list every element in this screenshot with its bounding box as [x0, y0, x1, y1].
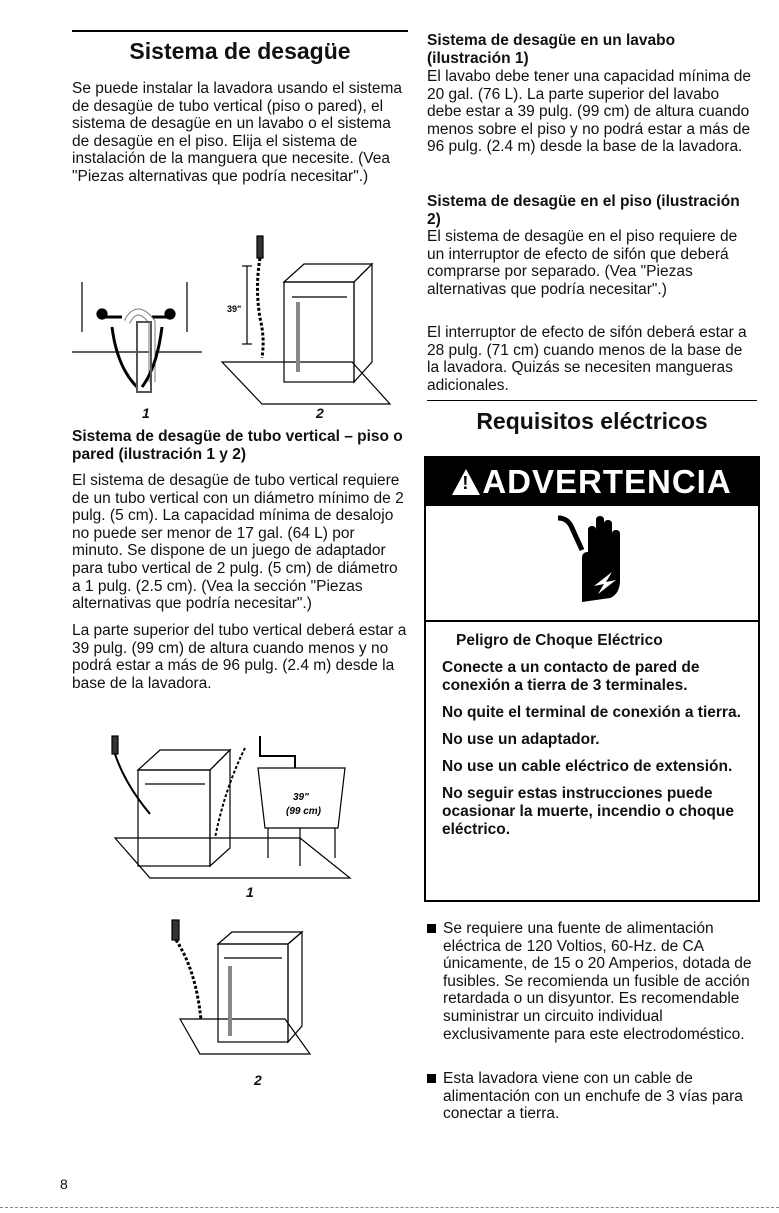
measure-39-mid: 39": [293, 792, 309, 803]
shock-hazard-icon: [556, 510, 632, 610]
rule-electrical: [427, 400, 757, 401]
floor-heading: Sistema de desagüe en el piso (ilustración 2): [427, 193, 740, 228]
fig-caption-mid-1: 1: [246, 884, 254, 900]
fig-caption-bot-2: 2: [254, 1072, 262, 1088]
warning-line-2: No quite el terminal de conexión a tierra.: [442, 704, 741, 721]
standpipe-paragraph-1: El sistema de desagüe de tubo vertical requiere de un tubo vertical con un diámetro mínimo de 2 pulg. (5 cm). La capacidad mínima de desalojo no puede ser menor de 17 gal. (64 L) por minuto. Se dispone de un juego de adaptador para tubo vertical de 2 pulg. (5 cm) de diámetro a 1 pulg. (2.5 cm). (Vea la sección "Piezas alternativas que podría necesitar".): [72, 472, 404, 613]
fig-caption-2: 2: [316, 405, 324, 421]
bullet-text-power: Se requiere una fuente de alimentación eléctrica de 120 Voltios, 60-Hz. de CA únicamente, de 15 o 20 Amperios, dotada de fusibles. Se recomienda un fusible de acción retardada o un disyuntor. Es recomendable suministrar un circuito individual exclusivamente para este electrodoméstico.: [443, 920, 752, 1043]
top-rule-left: [72, 30, 408, 32]
warning-line-1: Conecte a un contacto de pared de conexión a tierra de 3 terminales.: [442, 659, 700, 694]
bullet-item-cord: [427, 1070, 757, 1123]
bullet-square-icon: [427, 924, 436, 933]
page-bottom-edge: [0, 1207, 779, 1208]
fig-caption-1: 1: [142, 405, 150, 421]
warning-header-label: ADVERTENCIA: [482, 463, 732, 500]
warning-line-4: No use un cable eléctrico de extensión.: [442, 758, 733, 775]
warning-hazard-title: Peligro de Choque Eléctrico: [456, 632, 663, 649]
standpipe-paragraph-2: La parte superior del tubo vertical deberá estar a 39 pulg. (99 cm) de altura cuando menos y no podrá estar a más de 96 pulg. (2.4 m) desde la base de la lavadora.: [72, 622, 407, 692]
sink-illustration: [100, 728, 370, 886]
sink-heading: Sistema de desagüe en un lavabo (ilustración 1): [427, 32, 676, 67]
bullet-square-icon: [427, 1074, 436, 1083]
bullet-text-cord: Esta lavadora viene con un cable de alimentación con un enchufe de 3 vías para conectar a tierra.: [443, 1070, 743, 1123]
warning-box: [424, 456, 760, 902]
page-number: 8: [60, 1176, 68, 1192]
measure-39-top: 39": [227, 304, 242, 314]
intro-paragraph: Se puede instalar la lavadora usando el sistema de desagüe de tubo vertical (piso o pared), el sistema de desagüe en un lavabo o el sistema de desagüe en el piso. Elija el sistema de instalación de la manguera que necesite. (Vea "Piezas alternativas que podría necesitar".): [72, 80, 403, 185]
sink-paragraph: El lavabo debe tener una capacidad mínima de 20 gal. (76 L). La parte superior del lavabo debe estar a 39 pulg. (99 cm) de altura cuando menos sobre el piso y no podrá estar a más de 96 pulg. (2.4 m) desde la base de la lavadora.: [427, 68, 751, 156]
floor-paragraph-1: El sistema de desagüe en el piso requiere de un interruptor de efecto de sifón que deberá comprarse por separado. (Vea "Piezas alternativas que podría necesitar".): [427, 228, 738, 298]
warning-line-5: No seguir estas instrucciones puede ocasionar la muerte, incendio o choque eléctrico.: [442, 785, 734, 838]
section-title-electrical: Requisitos eléctricos: [476, 408, 708, 434]
section-title-drain: Sistema de desagüe: [129, 38, 351, 64]
floor-paragraph-2: El interruptor de efecto de sifón deberá estar a 28 pulg. (71 cm) cuando menos de la base de la lavadora. Quizás se necesiten mangueras adicionales.: [427, 324, 747, 394]
standpipe-heading: Sistema de desagüe de tubo vertical – piso o pared (ilustración 1 y 2): [72, 428, 403, 463]
measure-99cm-mid: (99 cm): [286, 806, 322, 817]
floor-drain-illustration: [160, 914, 320, 1064]
warning-header: [426, 458, 758, 506]
standpipe-illustration-top: [72, 222, 408, 412]
warning-triangle-icon: [452, 469, 480, 495]
warning-body: [426, 620, 758, 900]
warning-line-3: No use un adaptador.: [442, 731, 600, 748]
bullet-item-power: [427, 920, 757, 1043]
